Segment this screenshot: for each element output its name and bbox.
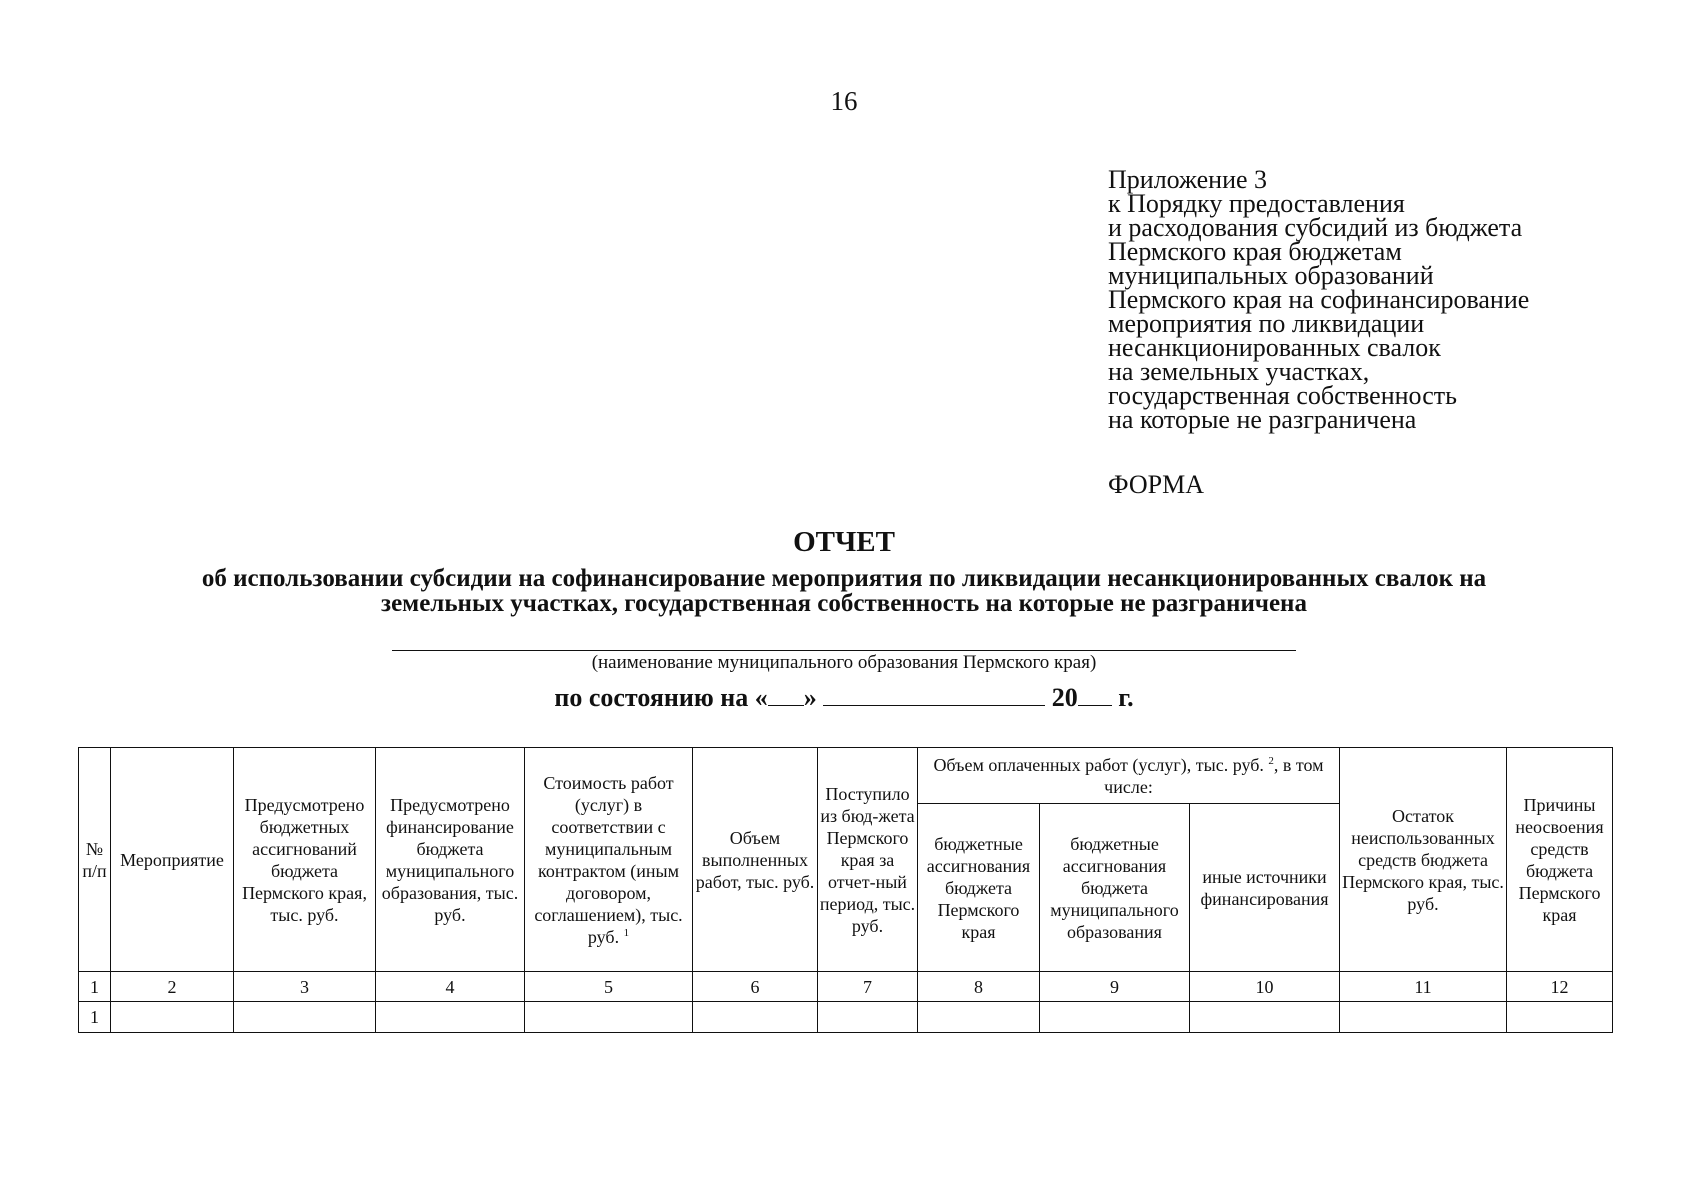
header-unused-balance: Остаток неиспользованных средств бюджета Пермского края, тыс. руб.: [1340, 748, 1507, 972]
header-contract-cost: [525, 748, 693, 972]
header-received-regional: Поступило из бюд-жета Пермского края за отчет-ный период, тыс. руб.: [818, 748, 918, 972]
appendix-line: Пермского края бюджетам: [1108, 237, 1402, 266]
column-number: 3: [234, 972, 376, 1002]
header-paid-works-text: Объем оплаченных работ (услуг), тыс. руб.: [933, 754, 1264, 775]
header-regional-allocations: Предусмотрено бюджетных ассигнований бюджета Пермского края, тыс. руб.: [234, 748, 376, 972]
column-number: 12: [1507, 972, 1613, 1002]
table-cell: [1190, 1002, 1340, 1033]
table-row: [79, 1002, 1613, 1033]
report-subtitle: об использовании субсидии на софинансирование мероприятия по ликвидации несанкционированных свалок на земельных участках, государственная собственность на которые не разграничена: [201, 565, 1487, 617]
report-title: ОТЧЕТ: [793, 526, 895, 558]
as-of-prefix: по состоянию на «: [554, 683, 768, 712]
appendix-line: Пермского края на софинансирование: [1108, 285, 1530, 314]
as-of-quote-close: »: [803, 683, 824, 712]
appendix-block: [1108, 165, 1530, 434]
header-paid-works-suffix: , в том числе:: [1104, 754, 1324, 797]
page-number: 16: [830, 86, 858, 116]
column-number: 10: [1190, 972, 1340, 1002]
table-cell: [693, 1002, 818, 1033]
column-number: 7: [818, 972, 918, 1002]
table-header-row: [79, 748, 1613, 804]
header-paid-works-group: [918, 748, 1340, 804]
as-of-date-line: [0, 683, 1688, 713]
column-number: 9: [1040, 972, 1190, 1002]
header-contract-cost-text: Стоимость работ (услуг) в соответствии с муниципальным контрактом (иным договором, соглашением), тыс. руб.: [534, 772, 683, 947]
column-number: 6: [693, 972, 818, 1002]
appendix-line: Приложение 3: [1108, 165, 1268, 194]
appendix-line: к Порядку предоставления: [1108, 189, 1405, 218]
header-number: № п/п: [79, 748, 111, 972]
table-cell: [111, 1002, 234, 1033]
table-cell: 1: [79, 1002, 111, 1033]
year-blank: [1078, 683, 1112, 706]
table-cell: [918, 1002, 1040, 1033]
header-municipal-financing: Предусмотрено финансирование бюджета муниципального образования, тыс. руб.: [376, 748, 525, 972]
column-number: 2: [111, 972, 234, 1002]
municipality-blank-line: [392, 650, 1296, 651]
header-paid-other: иные источники финансирования: [1190, 804, 1340, 972]
appendix-line: несанкционированных свалок: [1108, 333, 1441, 362]
header-nonuse-reasons: Причины неосвоения средств бюджета Пермского края: [1507, 748, 1613, 972]
header-paid-regional: бюджетные ассигнования бюджета Пермского края: [918, 804, 1040, 972]
column-number: 1: [79, 972, 111, 1002]
day-blank: [768, 683, 804, 706]
column-number: 5: [525, 972, 693, 1002]
table-cell: [818, 1002, 918, 1033]
column-number-row: [79, 972, 1613, 1002]
appendix-line: государственная собственность: [1108, 381, 1457, 410]
municipality-caption: (наименование муниципального образования Пермского края): [591, 652, 1097, 673]
form-label: ФОРМА: [1108, 470, 1204, 499]
footnote-2: 2: [1268, 754, 1274, 767]
appendix-line: на земельных участках,: [1108, 357, 1370, 386]
appendix-line: мероприятия по ликвидации: [1108, 309, 1425, 338]
table-cell: [525, 1002, 693, 1033]
header-paid-municipal: бюджетные ассигнования бюджета муниципального образования: [1040, 804, 1190, 972]
appendix-line: муниципальных образований: [1108, 261, 1434, 290]
column-number: 4: [376, 972, 525, 1002]
table-cell: [1507, 1002, 1613, 1033]
header-work-completed: Объем выполненных работ, тыс. руб.: [693, 748, 818, 972]
header-activity: Мероприятие: [111, 748, 234, 972]
appendix-line: и расходования субсидий из бюджета: [1108, 213, 1523, 242]
appendix-line: на которые не разграничена: [1108, 405, 1417, 434]
column-number: 11: [1340, 972, 1507, 1002]
table-cell: [376, 1002, 525, 1033]
report-table: [78, 747, 1613, 1033]
footnote-1: 1: [623, 926, 630, 939]
table-cell: [1040, 1002, 1190, 1033]
as-of-suffix: г.: [1111, 683, 1134, 712]
month-blank: [823, 683, 1045, 706]
table-cell: [1340, 1002, 1507, 1033]
table-cell: [234, 1002, 376, 1033]
as-of-year-prefix: 20: [1045, 683, 1078, 712]
column-number: 8: [918, 972, 1040, 1002]
